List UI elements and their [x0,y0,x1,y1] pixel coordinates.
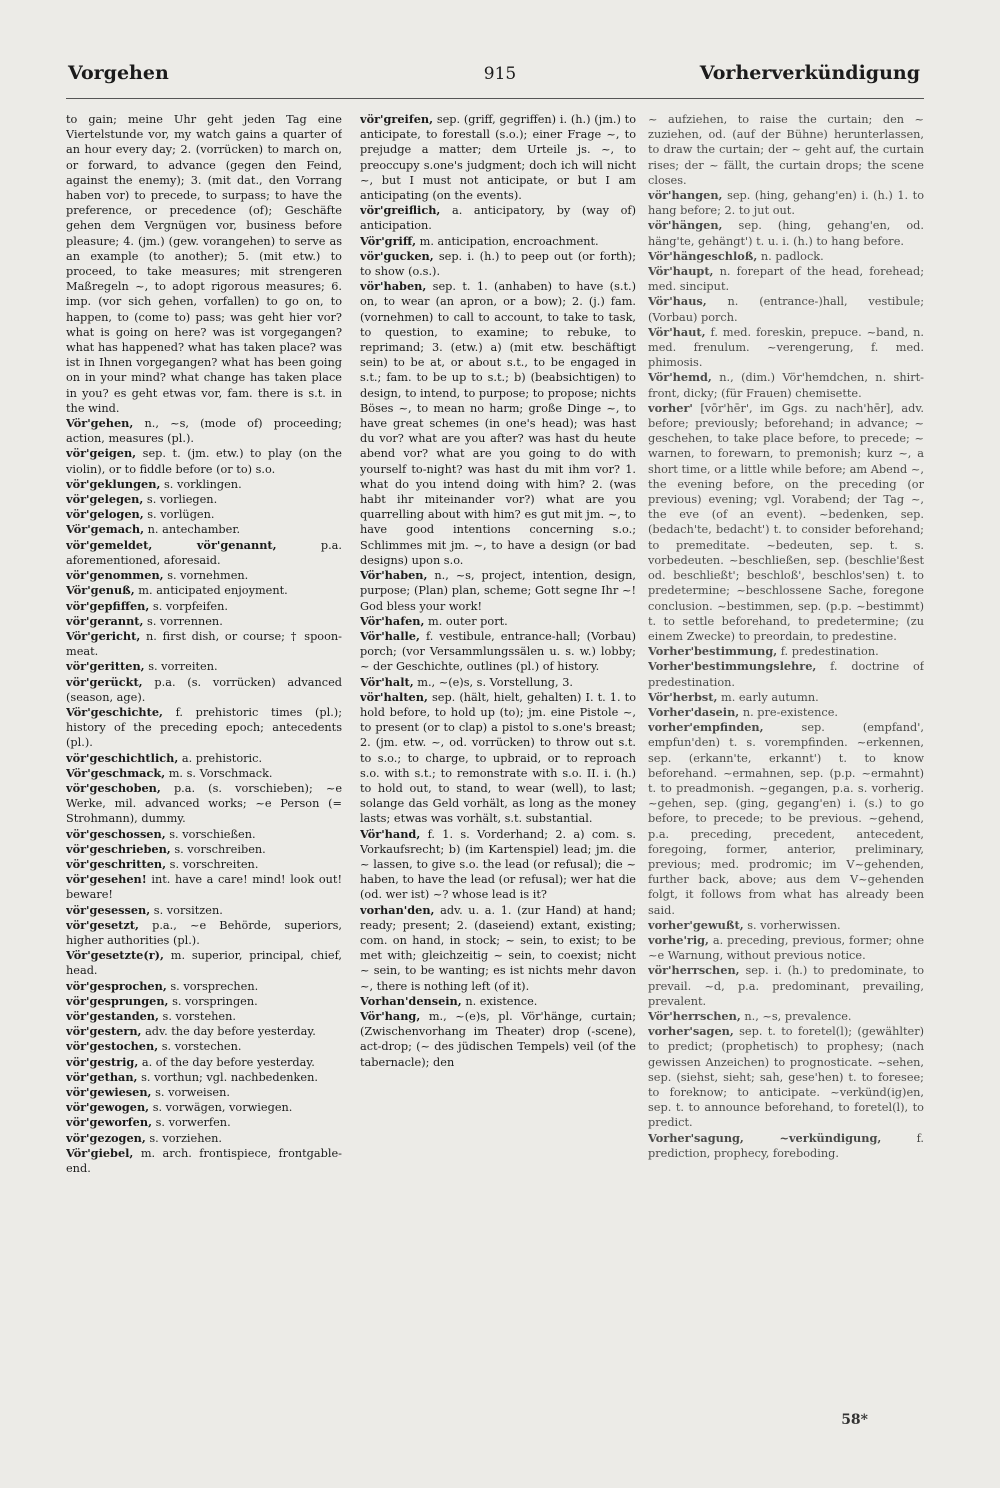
dictionary-entry [360,249,636,279]
entry-definition: m. superior, principal, chief, head. [66,949,342,978]
entry-definition: s. vorherwissen. [747,918,841,932]
dictionary-entry [66,538,342,568]
entry-headword: Vorher'bestimmungslehre, [648,659,817,674]
dictionary-entry [648,659,924,689]
entry-definition: n. first dish, or course; † spoon-meat. [66,629,342,659]
entry-headword: Vör'haupt, [648,264,714,279]
dictionary-entry [360,568,636,614]
dictionary-entry [66,948,342,978]
entry-definition: s. vorsprechen. [170,979,259,993]
entry-headword: Vör'halle, [360,628,420,643]
entry-definition: m. outer port. [428,614,508,628]
entry-headword: vör'geworfen, [66,1115,153,1130]
entry-headword: Vör'herbst, [648,689,718,704]
entry-definition: adv. the day before yesterday. [145,1025,316,1039]
dictionary-entry [66,766,342,781]
entry-definition: ~ aufziehen, to raise the curtain; den ~ zuziehen, od. (auf der Bühne) herunterlassen, to draw the curtain; der ~ geht auf, the curtain rises; der ~ fällt, the curtain drops; the scene closes. [648,113,924,187]
entry-definition: s. vorwägen, vorwiegen. [152,1101,293,1115]
entry-definition: m. s. Vorschmack. [168,766,273,780]
entry-definition: n. forepart of the head, forehead; med. sinciput. [648,265,924,294]
entry-definition: sep. (griff, gegriffen) i. (h.) (jm.) to anticipate, to forestall (s.o.); einer Frage ~, to prejudge a matter; dem Urteile js. ~, to preoccupy s.one's judgment; doch ich will nicht ~, but I must not anticipate, or but I am anticipating (on the events). [360,113,636,203]
entry-definition: [vōr'hēr', im Ggs. zu nach'hēr], adv. before; previously; beforehand; in advance; ~ geschehen, to take place before, to precede; ~ warnen, to forewarn, to premonish; kurz ~, a short time, or a little while before; am Abend ~, the evening before, on the preceding (or previous) evening; vgl. Vorabend; der Tag ~, the eve (of an event). ~bedenken, sep. (bedach'te, bedacht') t. to consider beforehand; to premeditate. ~bedeuten, sep. t. s. vorbedeuten. ~beschließen, sep. (beschlie'ßest od. beschließt'; beschloß', beschlos'sen) t. to predetermine; ~beschlossene Sache, foregone conclusion. ~bestimmen, sep. (p.p. ~bestimmt) t. to settle beforehand, to predetermine; (zu einem Zwecke) to preordain, to predestine. [648,401,924,643]
dictionary-entry [648,720,924,918]
entry-definition: f. vestibule, entrance-hall; (Vorbau) porch; (vor Versammlungssälen u. s. w.) lobby; ~ der Geschichte, outlines (pl.) of history. [360,629,636,674]
column-left [66,112,342,1422]
entry-definition: s. vorklingen. [163,477,242,491]
dictionary-entry [66,659,342,674]
entry-headword: vorher'empfinden, [648,720,764,735]
entry-definition: s. vornehmen. [167,569,249,583]
dictionary-entry [66,1024,342,1039]
entry-headword: vör'gemeldet, vör'genannt, [66,537,277,552]
header-rule [66,98,924,99]
entry-definition: m. anticipated enjoyment. [138,584,288,598]
entry-definition: to gain; meine Uhr geht jeden Tag eine Viertelstunde vor, my watch gains a quarter of an hour every day; 2. (vorrücken) to march on, or forward, to advance (gegen den Feind, against the enemy); 3. (mit dat., den Vorrang haben vor) to precede, to surpass; to have the preference, or precedence (of); Geschäfte gehen dem Vergnügen vor, business before pleasure; 4. (jm.) (gew. vorangehen) to serve as an example (to another); 5. (mit etw.) to proceed, to take measures; mit strengeren Maßregeln ~, to adopt rigorous measures; 6. imp. (vor sich gehen, vorfallen) to go on, to happen, to (come to) pass; was geht hier vor? what is going on here? was ist vorgegangen? what has happened? what has taken place? was ist in Ihnen vorgegangen? what has been going on in your mind? what change has taken place in you? es geht etwas vor, fam. there is s.t. in the wind. [66,113,342,415]
entry-headword: vör'hangen, [648,188,723,203]
entry-headword: vorher' [648,400,693,415]
entry-definition: s. vorliegen. [146,493,218,507]
dictionary-entry [66,1100,342,1115]
entry-headword: Vör'geschmack, [66,765,166,780]
entry-headword: Vör'griff, [360,233,417,248]
dictionary-entry [360,994,636,1009]
entry-definition: adv. u. a. 1. (zur Hand) at hand; ready; present; 2. (daseiend) extant, existing; com. on hand, in stock; ~ sein, to exist; to be met with; gleichzeitig ~ sein, to coexist; nicht ~ sein, to be wanting; es ist nichts mehr davon ~, there is nothing left (of it). [360,903,636,993]
dictionary-entry [66,477,342,492]
dictionary-entry [66,446,342,476]
dictionary-entry [648,1009,924,1024]
entry-headword: Vör'gemach, [66,522,145,537]
entry-headword: Vör'gericht, [66,628,141,643]
dictionary-entry [66,522,342,537]
entry-headword: Vör'gehen, [66,416,134,431]
entry-headword: Vör'genuß, [66,583,135,598]
dictionary-entry [66,629,342,659]
entry-headword: vör'geschoben, [66,780,161,795]
entry-headword: vör'gewiesen, [66,1085,152,1099]
entry-definition: a. prehistoric. [181,751,263,765]
dictionary-entry [648,1024,924,1130]
dictionary-entry [648,918,924,933]
entry-headword: vör'geschritten, [66,856,167,871]
dictionary-entry [648,690,924,705]
dictionary-entry [648,401,924,644]
entry-headword: vör'geklungen, [66,476,161,491]
entry-definition: n. (entrance-)hall, vestibule; (Vorbau) porch. [648,295,924,324]
entry-definition: sep. t. to foretel(l); (gewählter) to predict; (prophetisch) to prophesy; (nach gewissen Anzeichen) to prognosticate. ~sehen, sep. (siehst, sieht; sah, gese'hen) t. to foresee; to foreknow; to anticipate. ~verkünd(ig)en, sep. t. to announce beforehand, to foretel(l), to predict. [648,1025,924,1130]
dictionary-entry [66,994,342,1009]
header-left-guideword: Vorgehen [68,62,169,84]
entry-headword: vör'gelegen, [66,492,144,507]
entry-definition: n., ~s, project, intention, design, purpose; (Plan) plan, scheme; Gott segne Ihr ~! God bless your work! [360,569,636,613]
entry-definition: m. early autumn. [721,690,819,704]
entry-headword: Vör'haut, [648,324,706,339]
entry-headword: vör'gerückt, [66,674,143,689]
dictionary-entry [360,903,636,994]
entry-definition: s. vorstehen. [162,1009,236,1023]
entry-headword: vorhan'den, [360,902,435,917]
entry-headword: Vör'haus, [648,294,707,309]
dictionary-entry [360,112,636,203]
dictionary-entry [66,675,342,705]
entry-definition: sep. i. (h.) to predominate, to prevail. ~d, p.a. predominant, prevailing, prevalent. [648,964,924,1008]
entry-headword: vör'genommen, [66,568,164,583]
entry-definition: a. preceding, previous, former; ohne ~e Warnung, without previous notice. [648,933,924,963]
entry-definition: s. vorziehen. [149,1131,223,1145]
entry-headword: Vör'giebel, [66,1145,134,1160]
entry-headword: Vör'haben, [360,568,428,583]
dictionary-entry [648,188,924,218]
entry-headword: vör'geschrieben, [66,841,171,856]
signature-mark: 58* [841,1412,868,1428]
entry-headword: vör'gezogen, [66,1130,146,1145]
dictionary-entry [360,827,636,903]
dictionary-entry [360,629,636,675]
dictionary-entry [360,614,636,629]
entry-headword: vör'hängen, [648,218,723,233]
entry-headword: Vör'hand, [360,826,421,841]
entry-headword: vör'herrschen, [648,963,740,978]
entry-headword: Vorher'bestimmung, [648,644,778,659]
entry-definition: s. vorlügen. [147,508,215,522]
entry-definition: s. vorpfeifen. [152,599,228,613]
dictionary-entry [66,751,342,766]
dictionary-entry [66,857,342,872]
dictionary-entry [66,1009,342,1024]
entry-headword: Vorher'dasein, [648,704,740,719]
dictionary-entry [648,370,924,400]
entry-headword: Vorhan'densein, [360,993,462,1008]
entry-headword: vör'greifen, [360,112,434,126]
dictionary-entry [360,1009,636,1070]
dictionary-entry [66,507,342,522]
dictionary-entry [360,279,636,568]
entry-headword: vör'gesprochen, [66,978,167,993]
entry-headword: vör'geschichtlich, [66,750,179,765]
entry-definition: n., (dim.) Vör'hemdchen, n. shirt-front, dicky; (für Frauen) chemisette. [648,371,924,400]
entry-definition: sep. (hing, gehang'en, od. häng'te, gehängt') t. u. i. (h.) to hang before. [648,219,924,248]
entry-definition: n., ~s, prevalence. [744,1009,852,1023]
entry-definition: sep. (hing, gehang'en) i. (h.) 1. to hang before; 2. to jut out. [648,189,924,218]
entry-definition: p.a. (s. vorschieben); ~e Werke, mil. advanced works; ~e Person (= Strohmann), dummy. [66,781,342,826]
column-right [648,112,924,1422]
entry-definition: n. padlock. [760,249,824,263]
entry-definition: n. antechamber. [147,523,241,537]
entry-headword: vör'gelogen, [66,507,144,522]
entry-definition: f. prehistoric times (pl.); history of the preceding epoch; antecedents (pl.). [66,705,342,750]
entry-headword: vör'geschossen, [66,826,166,841]
dictionary-entry [360,234,636,249]
entry-definition: s. vorweisen. [155,1086,230,1099]
dictionary-entry [66,1085,342,1100]
entry-headword: vör'gesetzt, [66,917,139,932]
dictionary-entry [66,1146,342,1176]
entry-headword: vör'gesprungen, [66,993,169,1008]
entry-headword: vorhe'rig, [648,932,709,947]
entry-definition: f. 1. s. Vorderhand; 2. a) com. s. Vorkaufsrecht; b) (im Kartenspiel) lead; jm. die ~ lassen, to give s.o. the lead (or refusal); die ~ haben, to have the lead (or refusal); wer hat die (od. wer ist) ~? whose lead is it? [360,827,636,902]
dictionary-entry [66,1055,342,1070]
entry-headword: vör'gerannt, [66,613,144,628]
dictionary-entry [66,599,342,614]
entry-definition: n. existence. [465,994,538,1008]
entry-headword: vör'gewogen, [66,1100,150,1115]
dictionary-entry [66,781,342,827]
dictionary-entry [648,112,924,188]
entry-definition: m. arch. frontispiece, frontgable-end. [66,1146,342,1176]
entry-definition: s. vorthun; vgl. nachbedenken. [141,1070,318,1084]
dictionary-entry [360,203,636,233]
dictionary-entry [66,842,342,857]
entry-definition: a. anticipatory, by (way of) anticipation. [360,204,636,233]
entry-headword: vör'gestanden, [66,1008,159,1023]
dictionary-entry [648,644,924,659]
entry-headword: vör'haben, [360,279,427,294]
dictionary-entry [66,1039,342,1054]
entry-headword: Vör'geschichte, [66,704,163,719]
entry-definition: n. pre-existence. [742,705,838,719]
entry-definition: p.a. aforementioned, aforesaid. [66,538,342,567]
dictionary-entry [648,294,924,324]
dictionary-entry [648,1131,924,1161]
entry-definition: a. of the day before yesterday. [141,1055,315,1069]
entry-headword: Vör'hemd, [648,370,712,385]
dictionary-entry [648,249,924,264]
entry-definition: s. vorschreiben. [174,842,266,856]
entry-headword: vör'gestrig, [66,1054,139,1069]
entry-definition: f. doctrine of predestination. [648,660,924,689]
entry-headword: Vör'gesetzte(r), [66,948,164,963]
dictionary-entry [66,492,342,507]
entry-definition: n., ~s, (mode of) proceeding; action, measures (pl.). [66,417,342,446]
dictionary-entry [648,218,924,248]
entry-definition: m., ~(e)s, s. Vorstellung, 3. [417,675,573,689]
entry-definition: sep. i. (h.) to peep out (or forth); to show (o.s.). [360,249,636,279]
header-right-guideword: Vorherverkündigung [699,62,920,84]
entry-headword: Vör'hang, [360,1008,421,1023]
dictionary-entry [66,1070,342,1085]
entry-definition: sep. (hält, hielt, gehalten) I. t. 1. to hold before, to hold up (to); jm. eine Pistole ~, to present (or to clap) a pistol to s.one's breast; 2. (jm. etw. ~, od. vorrücken) to throw out s.t. to s.o.; to charge, to upbraid, or to reproach s.o. with s.t.; to remonstrate with s.o. II. i. (h.) to hold out, to stand, to wear (well), to last; solange das Geld vorhält, as long as the money lasts; etwas was vorhält, s.t. substantial. [360,690,636,826]
entry-headword: vör'geigen, [66,446,137,461]
entry-definition: f. med. foreskin, prepuce. ~band, n. med. frenulum. ~verengerung, f. med. phimosis. [648,325,924,370]
dictionary-entry [66,416,342,446]
entry-headword: vör'gestochen, [66,1039,159,1054]
entry-definition: sep. t. (jm. etw.) to play (on the violin), or to fiddle before (or to) s.o. [66,447,342,476]
dictionary-entry [66,903,342,918]
entry-headword: vör'gepfiffen, [66,598,150,613]
column-middle [360,112,636,1422]
dictionary-entry [66,112,342,416]
entry-definition: s. vorreiten. [148,660,218,674]
dictionary-entry [66,1115,342,1130]
entry-headword: vör'gestern, [66,1024,142,1039]
entry-headword: vör'halten, [360,689,428,704]
dictionary-entry [66,705,342,751]
entry-definition: sep. (empfand', empfun'den) t. s. vorempfinden. ~erkennen, sep. (erkann'te, erkannt') t. to know beforehand. ~ermahnen, sep. (p.p. ~ermahnt) t. to preadmonish. ~gegangen, p.a. s. vorherig. ~gehen, sep. (ging, gegang'en) i. (s.) to go before, to precede; to be previous. ~gehend, p.a. preceding, precedent, antecedent, foregoing, former, anterior, preliminary, previous; med. prodromic; im V~gehenden, further back, above; aus dem V~gehenden folgt, it follows from what has already been said. [648,721,924,917]
entry-headword: Vör'herrschen, [648,1008,741,1023]
entry-headword: vorher'sagen, [648,1024,734,1039]
entry-definition: m., ~(e)s, pl. Vör'hänge, curtain; (Zwischenvorhang im Theater) drop (-scene), act-drop; (~ des jüdischen Tempels) veil (of the tabernacle); den [360,1009,636,1069]
entry-headword: vör'geritten, [66,659,145,674]
entry-headword: vör'gesessen, [66,902,151,917]
dictionary-entry [648,933,924,963]
entry-definition: p.a., ~e Behörde, superiors, higher authorities (pl.). [66,918,342,947]
entry-headword: vör'gucken, [360,248,434,263]
entry-definition: int. have a care! mind! look out! beware! [66,873,342,902]
dictionary-entry [360,690,636,827]
entry-definition: f. predestination. [780,645,879,659]
entry-definition: s. vorrennen. [147,614,223,628]
entry-definition: p.a. (s. vorrücken) advanced (season, age). [66,675,342,704]
entry-definition: sep. t. 1. (anhaben) to have (s.t.) on, to wear (an apron, or a bow); 2. (j.) fam. (vornehmen) to call to account, to take to task, to question, to examine; to rebuke, to reprimand; 3. (etw.) a) (mit etw. beschäftigt sein) to be at, or about s.t., to be engaged in s.t.; fam. to be up to s.t.; b) (beabsichtigen) to design, to intend, to purpose; to propose; nichts Böses ~, to mean no harm; große Dinge ~, to have great schemes (in one's head); was hast du vor? what are you after? was hast du heute abend vor? what are you going to do with yourself to-night? was hast du mit ihm vor? 1. what do you intend doing with him? 2. (was habt ihr miteinander vor?) what are you quarrelling about with him? es gut mit jm. ~, to have good intentions concerning s.o.; Schlimmes mit jm. ~, to have a design (or bad designs) upon s.o. [360,280,636,567]
dictionary-entry [66,568,342,583]
entry-definition: s. vorstechen. [161,1040,242,1054]
entry-definition: s. vorwerfen. [155,1116,231,1130]
entry-definition: s. vorspringen. [172,994,258,1008]
dictionary-entry [66,614,342,629]
dictionary-entry [66,583,342,598]
dictionary-entry [360,675,636,690]
entry-headword: vorher'gewußt, [648,917,744,932]
entry-definition: s. vorschreiten. [169,857,259,871]
dictionary-entry [648,963,924,1009]
entry-definition: m. anticipation, encroachment. [419,234,599,248]
entry-definition: s. vorsitzen. [153,903,223,917]
entry-headword: vör'gesehen! [66,872,147,887]
page-number: 915 [483,64,517,84]
dictionary-entry [66,872,342,902]
entry-definition: f. prediction, prophecy, foreboding. [648,1131,924,1160]
entry-headword: vör'greiflich, [360,203,441,218]
dictionary-entry [66,827,342,842]
dictionary-entry [66,918,342,948]
entry-headword: Vör'hafen, [360,613,425,628]
dictionary-entry [648,325,924,371]
entry-headword: Vorher'sagung, ~verkündigung, [648,1130,882,1145]
entry-definition: s. vorschießen. [169,827,256,841]
dictionary-entry [648,705,924,720]
dictionary-entry [66,979,342,994]
entry-headword: Vör'halt, [360,674,414,689]
entry-headword: Vör'hängeschloß, [648,248,758,263]
dictionary-entry [648,264,924,294]
entry-headword: vör'gethan, [66,1069,138,1084]
dictionary-entry [66,1131,342,1146]
